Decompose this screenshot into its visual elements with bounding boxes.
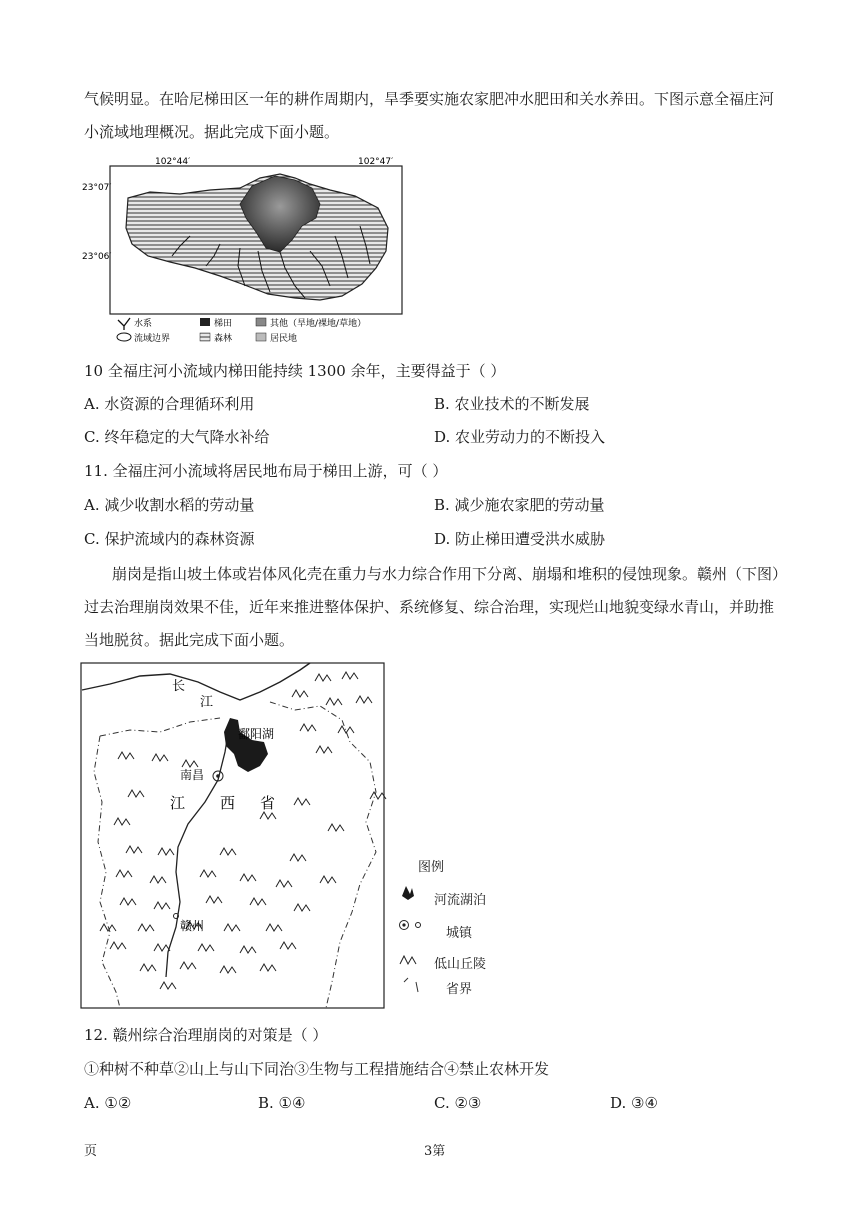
label-nanchang: 南昌 [180,768,205,782]
residential-legend-icon [256,333,266,341]
river-legend-icon [118,318,130,330]
footer-page-number: 3第 [424,1144,446,1159]
label-jiangxi-2: 西 [220,794,236,812]
lat-bottom-label: 23°06′ [82,252,112,262]
lon-right-label: 102°47′ [358,157,394,167]
map2-legend-border: 省界 [446,982,473,997]
terrace-legend-icon [200,318,210,326]
q12-option-a[interactable]: A. ①② [84,1094,132,1112]
q11-stem: 11. 全福庄河小流域将居民地布局于梯田上游，可（ ） [84,462,448,480]
jiangxi-map [80,662,388,1010]
legend-forest: 森林 [214,334,233,344]
label-ganzhou: 赣州 [180,919,205,933]
river-lake-legend-icon [402,886,414,900]
border-legend-icon [404,978,418,992]
map1-legend [117,317,366,344]
q11-option-c[interactable]: C. 保护流域内的森林资源 [84,530,255,548]
q10-option-c[interactable]: C. 终年稳定的大气降水补给 [84,428,270,446]
map2-legend-town: 城镇 [446,926,473,941]
town-legend-icon-small [416,923,421,928]
q12-stem: 12. 赣州综合治理崩岗的对策是（ ） [84,1026,328,1044]
q10-option-b[interactable]: B. 农业技术的不断发展 [434,395,590,413]
legend-residential: 居民地 [270,334,298,344]
hills-legend-icon [400,956,416,964]
watershed-map [80,156,410,346]
map2-legend-river: 河流湖泊 [434,893,487,908]
legend-terrace: 梯田 [214,319,233,329]
legend-other: 其他（旱地/裸地/草地） [270,319,367,329]
q11-option-b[interactable]: B. 减少施农家肥的劳动量 [434,496,605,514]
other-legend-icon [256,318,266,326]
q12-items: ①种树不种草②山上与山下同治③生物与工程措施结合④禁止农林开发 [84,1060,550,1078]
label-jiangxi-1: 江 [170,794,186,812]
q10-option-a[interactable]: A. 水资源的合理循环利用 [84,395,255,413]
q12-option-d[interactable]: D. ③④ [610,1094,658,1112]
jiangxi-map-svg [80,662,388,1010]
map2-legend-icons [398,882,430,994]
boundary-legend-icon [117,333,131,341]
passage2-line-3: 当地脱贫。据此完成下面小题。 [84,631,295,649]
legend-river: 水系 [134,319,153,329]
passage2-line-2: 过去治理崩岗效果不佳，近年来推进整体保护、系统修复、综合治理，实现烂山地貌变绿水青山，并助推 [84,598,775,616]
label-chang: 长 [172,679,186,694]
q10-stem: 10 全福庄河小流域内梯田能持续 1300 余年，主要得益于（ ） [84,362,506,380]
q12-option-b[interactable]: B. ①④ [258,1094,306,1112]
q11-option-d[interactable]: D. 防止梯田遭受洪水威胁 [434,530,606,548]
footer-left: 页 [84,1144,98,1159]
forest-legend-icon [200,333,210,341]
legend-boundary: 流域边界 [134,334,171,344]
label-jiangxi-3: 省 [260,794,276,812]
map2-legend-title: 图例 [418,860,445,875]
q11-option-a[interactable]: A. 减少收割水稻的劳动量 [84,496,255,514]
passage2-line-1: 崩岗是指山坡土体或岩体风化壳在重力与水力综合作用下分离、崩塌和堆积的侵蚀现象。赣州（下图） [112,565,788,583]
lat-top-label: 23°07′ [82,183,112,193]
watershed-map-svg [80,156,410,346]
intro-line-1: 气候明显。在哈尼梯田区一年的耕作周期内，旱季要实施农家肥冲水肥田和关水养田。下图示意全福庄河 [84,90,775,108]
lon-left-label: 102°44′ [155,157,191,167]
label-jiang: 江 [200,695,214,710]
map2-legend-hills: 低山丘陵 [434,957,487,972]
q10-option-d[interactable]: D. 农业劳动力的不断投入 [434,428,606,446]
label-poyang: 鄱阳湖 [238,727,275,741]
intro-line-2: 小流域地理概况。据此完成下面小题。 [84,123,340,141]
q12-option-c[interactable]: C. ②③ [434,1094,482,1112]
